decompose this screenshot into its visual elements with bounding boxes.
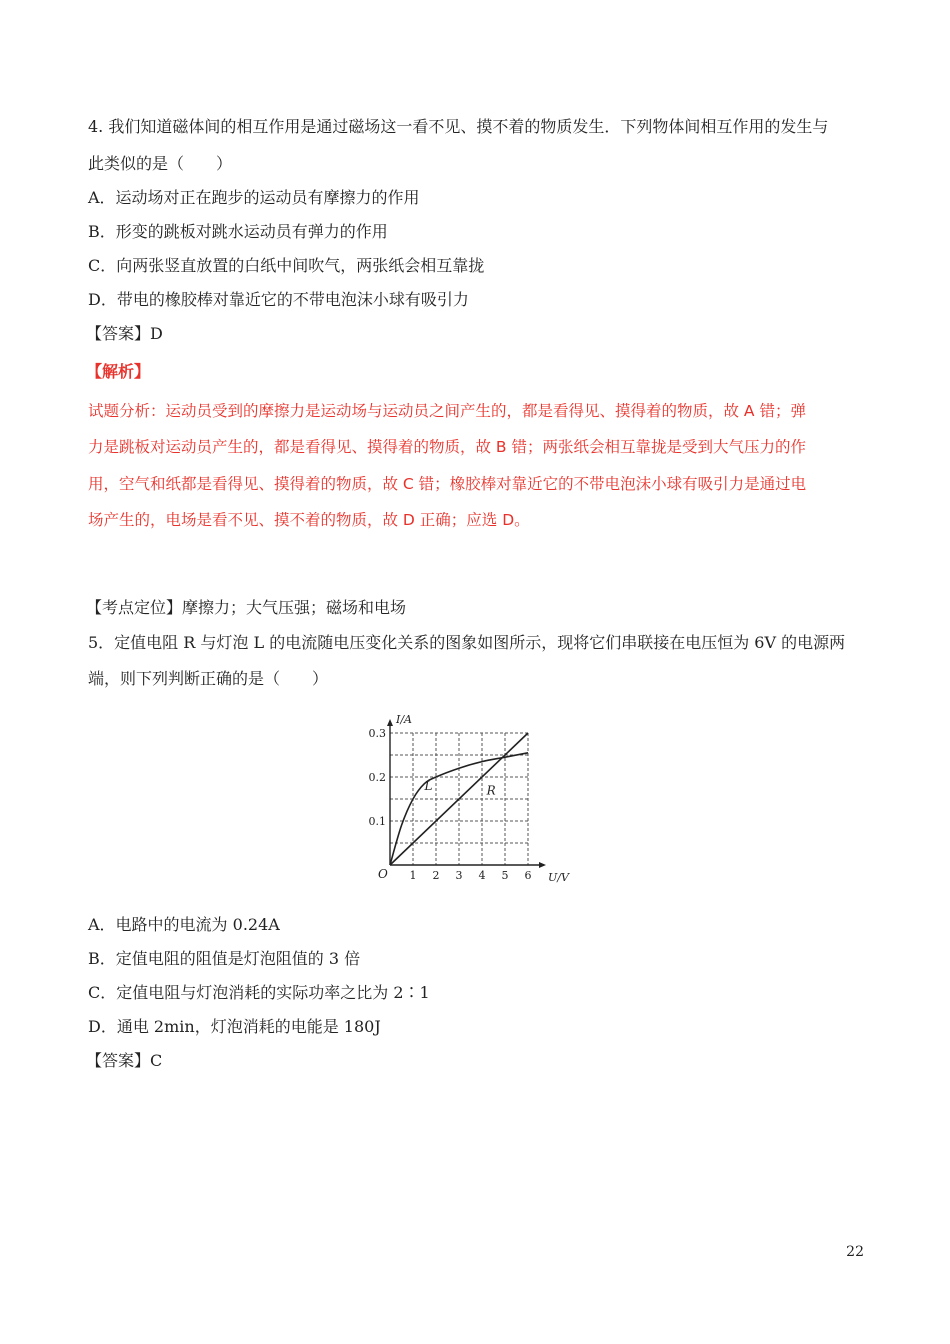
x-tick-label: 5 xyxy=(501,869,509,882)
graph-labels xyxy=(369,713,570,884)
q5-answer: 【答案】C xyxy=(86,1051,163,1070)
origin-label: O xyxy=(378,867,388,881)
y-tick-label: 0.1 xyxy=(368,815,386,828)
q4-stem-line2: 此类似的是（ ） xyxy=(88,154,233,173)
q4-kaodian: 【考点定位】摩擦力；大气压强；磁场和电场 xyxy=(86,598,407,617)
q4-analysis-line3: 用，空气和纸都是看得见、摸得着的物质，故 C 错；橡胶棒对靠近它的不带电泡沫小球有吸引力是通过电 xyxy=(88,475,807,493)
x-tick-label: 2 xyxy=(432,869,440,882)
q5-option-b: B．定值电阻的阻值是灯泡阻值的 3 倍 xyxy=(88,949,361,968)
q4-analysis-line1: 试题分析：运动员受到的摩擦力是运动场与运动员之间产生的，都是看得见、摸得着的物质，故 A 错；弹 xyxy=(88,402,806,420)
q4-option-d: D．带电的橡胶棒对靠近它的不带电泡沫小球有吸引力 xyxy=(88,290,469,309)
x-tick-label: 4 xyxy=(478,869,486,882)
q4-analysis-tag: 【解析】 xyxy=(86,362,151,381)
x-axis-arrow xyxy=(539,862,546,868)
q4-option-c: C．向两张竖直放置的白纸中间吹气，两张纸会相互靠拢 xyxy=(88,256,485,275)
iu-graph xyxy=(360,712,590,892)
y-axis-arrow xyxy=(387,719,393,726)
q4-analysis-line4: 场产生的，电场是看不见、摸不着的物质，故 D 正确；应选 D。 xyxy=(88,511,530,529)
x-tick-label: 6 xyxy=(524,869,532,882)
q4-answer: 【答案】D xyxy=(86,324,163,343)
q5-stem-line1: 5．定值电阻 R 与灯泡 L 的电流随电压变化关系的图象如图所示，现将它们串联接在电压恒为 6V 的电源两 xyxy=(88,633,846,652)
y-tick-label: 0.2 xyxy=(368,771,386,784)
q5-stem-line2: 端，则下列判断正确的是（ ） xyxy=(88,669,329,688)
q4-option-a: A．运动场对正在跑步的运动员有摩擦力的作用 xyxy=(88,188,420,207)
q5-option-a: A．电路中的电流为 0.24A xyxy=(88,915,280,934)
page-number: 22 xyxy=(846,1244,864,1260)
y-axis-label: I/A xyxy=(396,713,412,726)
series-label-R: R xyxy=(486,783,496,798)
q5-option-c: C．定值电阻与灯泡消耗的实际功率之比为 2∶1 xyxy=(88,983,430,1002)
q4-analysis-line2: 力是跳板对运动员产生的，都是看得见、摸得着的物质，故 B 错；两张纸会相互靠拢是受到大气压力的作 xyxy=(88,438,806,456)
q5-option-d: D．通电 2min，灯泡消耗的电能是 180J xyxy=(88,1017,381,1036)
x-axis-label: U/V xyxy=(548,871,569,884)
x-tick-label: 3 xyxy=(455,869,463,882)
q4-stem-line1: 4. 我们知道磁体间的相互作用是通过磁场这一看不见、摸不着的物质发生．下列物体间相互作用的发生与 xyxy=(88,117,829,136)
q4-option-b: B．形变的跳板对跳水运动员有弹力的作用 xyxy=(88,222,388,241)
y-tick-label: 0.3 xyxy=(368,727,386,740)
x-tick-label: 1 xyxy=(409,869,417,882)
series-label-L: L xyxy=(424,779,433,794)
